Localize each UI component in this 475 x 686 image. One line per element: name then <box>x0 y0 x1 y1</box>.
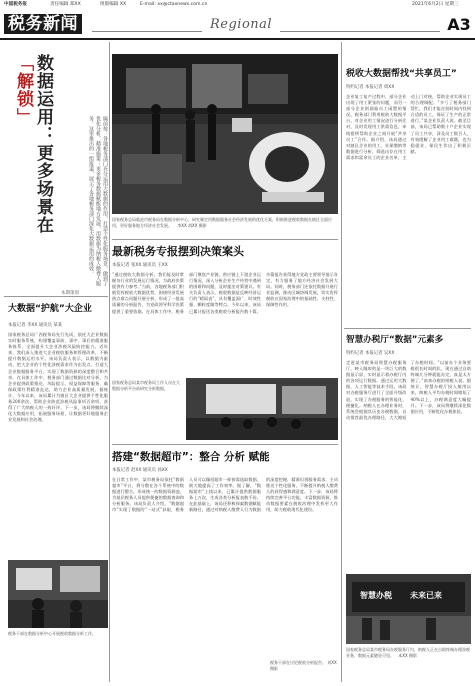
feature-headline <box>8 54 53 234</box>
art3-byline: 本报记者 赵XX 通讯员 孙XX <box>112 468 168 473</box>
hero-caption <box>112 217 338 235</box>
divider-center-top <box>112 239 338 240</box>
email: E-mail: xx@ctaxnews.com.cn <box>140 2 208 7</box>
hero-caption-text: 国家税务总局临沧市税务局在数据分析中心，研究制定用数据服务社会经济发展的优化方案，积极推进税收数据在辖区全面应用，更好服务地方经济社会发展。 <box>112 217 332 228</box>
art4-title: 税收大数据帮找“共享员工” <box>346 69 457 79</box>
edition-info: 责任编辑 郑XX <box>50 2 81 7</box>
masthead <box>0 10 475 38</box>
feature-author: 本期策划 <box>61 291 79 296</box>
photo-d-caption-text: 税务干部在讨论税收分析报告。 <box>270 660 326 665</box>
art3-title: 搭建“数据超市”：整合 分析 赋能 <box>112 451 270 463</box>
photo-a-caption: 税务干部在数据分析中心开展税收数据分析工作。 <box>8 631 96 636</box>
photo-b-illustration <box>186 378 338 440</box>
feature-title-b: 更多场景在 <box>33 144 53 234</box>
mast-rule-right <box>280 31 440 32</box>
divider-left <box>4 296 108 297</box>
photo-c-caption-text: 国家税务总局某市税务局办税服务厅内，纳税人正在自助终端办理涉税业务，数据元素随处可见。 <box>346 647 470 658</box>
screen-text-future: 未来已来 <box>410 591 442 600</box>
photo-c <box>346 574 471 644</box>
art5-title: 智慧办税厅“数据”元素多 <box>346 335 444 345</box>
art4-body: 企业复工复产过程中，部分企业出现了用工紧张的问题，而另一部分企业则面临员工闲置的情况。税务部门利用税收大数据平台，对企业用工情况进行分析比对，及时发现用工供需信息，牵线搭桥帮助企业之间开展“共享员工”合作。据介绍，该局通过对辖区企业的用工、社保缴纳等数据进行分析，筛选出存在用工需求和富余员工的企业名单，主动上门对接，帮助企业实现员工的合理调配。“多亏了税务部门帮忙，我们才能在短时间内找到合适的员工，保证了生产的正常进行。”某企业负责人说。截至目前，该局已帮助数十户企业实现了员工共享，涉及员工数百人，有效缓解了企业用工难题，也为稳就业、保民生作出了积极贡献。 <box>346 94 471 160</box>
art2-byline: 本报记者 张XX 通讯员 王XX <box>112 263 168 268</box>
divider-right <box>344 328 471 329</box>
photo-d-credit: 刘XX 摄影 <box>270 660 337 671</box>
art2-body: “通过税收大数据分析，我们能及时掌握各行业的发展运行情况，为政府决策提供有力参考。”当前，各地税务部门积极发挥税收大数据优势，围绕经济发展热点难点问题开展分析，形成了一批高质量的分析报告，为党政领导科学决策提供了重要依据。在具体工作中，税务部门聚焦产业链、供应链上下游企业运行情况，深入分析企业生产经营中遇到的困难和问题，及时提出对策建议。有关负责人表示，税收数据是反映经济运行的“晴雨表”，具有覆盖面广、时效性强、颗粒度细等特点。今年以来，该局已累计报送各类税收分析报告数十篇，多篇报告获得地方党政主要领导批示肯定，有力服务了地方经济社会发展大局。同时，税务部门还依托数据开展行业监测，推动区域协调发展，切实发挥税收在国家治理中的基础性、支柱性、保障性作用。 <box>112 272 338 314</box>
page-number: A3 <box>447 15 471 34</box>
screen-text-smart: 智慧办税 <box>360 591 392 600</box>
divider-center-mid <box>112 444 338 445</box>
section-title: 税务新闻 <box>4 14 82 34</box>
photo-c-illustration <box>346 574 471 644</box>
photo-b <box>186 378 338 440</box>
column-rule-1 <box>109 42 110 682</box>
mast-bottom-rule <box>0 38 475 40</box>
hero-photo <box>112 54 338 214</box>
photo-c-caption <box>346 647 471 677</box>
photo-c-credit: 本XX 摄影 <box>398 652 418 658</box>
photo-a <box>8 560 108 628</box>
top-info-bar <box>0 0 475 9</box>
art1-title: 大数据“护航”大企业 <box>8 304 92 314</box>
column-rule-2 <box>341 42 342 682</box>
art1-byline: 本报记者 李XX 通讯员 某某 <box>8 323 63 328</box>
art1-body: 国家税务总局广西税务局先行先试，依托大企业数据实时服务系统，构建覆盖事前、事中、事后的精准服务体系，全面提升大企业涉税风险防控能力。近年来，我们深入推进大企业税收服务和管理改革，不断提升数据运用水平。该局负责人表示，以数据为驱动，把大企业的个性化涉税需求作为出发点，打造大企业数据服务平台，实现了数据资源的深度整合和共享。在具体工作中，税务部门通过数据比对分析，为企业提供政策推送、风险提示、权益保障等服务，确保政策红利精准直达，助力企业高质量发展。据统计，今年以来，该局累计为辖区大企业提供个性化服务200余次，帮助企业防范涉税风险事项百余项，获得了广大纳税人的一致好评。下一步，该局将继续深化大数据应用，拓展服务场景，让数据更好地服务企业发展和社会治理。 <box>8 332 108 423</box>
art5-byline: 特约记者 本报记者 吴XX <box>346 351 395 356</box>
feature-title-a: 数据运用： <box>33 54 53 144</box>
art5-body: 走进某市税务局智慧办税服务厅，映入眼帘的是一块巨大的数据显示屏，实时显示着办税厅内的各项运行数据。通过运用大数据、人工智能等技术手段，该局对办税服务厅进行了全面升级改造，实现了办税服务的智能化、便捷化。纳税人在办理业务时，系统会根据其历史办税数据，自动推荐最优办理路径，大大缩短了办税时间。“以前办个业务要排很长时间的队，现在通过自助终端几分钟就能办完，真是太方便了。”前来办税的纳税人说。据统计，智慧办税厅投入使用以来，纳税人平均办税时间缩短了40%以上，办税满意度大幅提升。下一步，该局将继续深化数据应用，不断优化办税体验。 <box>346 360 471 420</box>
art3-body: 在日常工作中，某市税务局依托“数据超市”平台，将分散在各个系统中的数据进行整合，形成统一的数据资源池，为基层税务人员提供便捷的数据查询和分析服务。该局负责人介绍，“数据超市”实现了数据的“一站式”获取，税务人员可以像逛超市一样按需选取数据，极大地提高了工作效率。据了解，“数据超市”上线以来，已累计提供数据服务上万次，生成各类分析报表数千份。在此基础上，该局还积极探索数据赋能新路径，通过对纳税人缴费人行为数据的深度挖掘，精准识别服务需求，主动推送个性化服务，不断提升纳税人缴费人的获得感和满意度。下一步，该局将持续完善平台功能，丰富数据资源，推动数据要素在税收治理中发挥更大作用，助力税收现代化建设。 <box>112 477 338 513</box>
edition-info-2: 组版编辑 XX <box>100 2 127 7</box>
mast-rule-left <box>92 31 202 32</box>
photo-a-illustration <box>8 560 108 628</box>
photo-d-caption <box>270 660 338 680</box>
art4-byline: 特约记者 本报记者 周XX <box>346 85 395 90</box>
region-label: Regional <box>210 17 273 32</box>
issue-date: 2021年6月2日 星期三 <box>412 2 459 7</box>
feature-title-c: 「解锁」 <box>13 54 33 126</box>
hero-photo-illustration <box>112 54 338 214</box>
art2-title: 最新税务专报摆到决策案头 <box>112 245 244 258</box>
hero-credit: 李XX 胡XX 摄影 <box>177 222 207 228</box>
feature-intro: 编前按：各地税务部门充分运用大数据的作用，打造个性化服务场景，做到了优化分析、精准施策；更多税务数据赋能地方发展，用数据为纳税人缴费人服务。这里推出的一组报道，展示了各地税务部门深化大数据运用的成效。 <box>88 116 108 286</box>
paper-name: 中国税务报 <box>4 2 27 7</box>
photo-b-caption: 国家税务总局某市税务局工作人员在大数据分析平台前研究分析数据。 <box>112 380 180 391</box>
